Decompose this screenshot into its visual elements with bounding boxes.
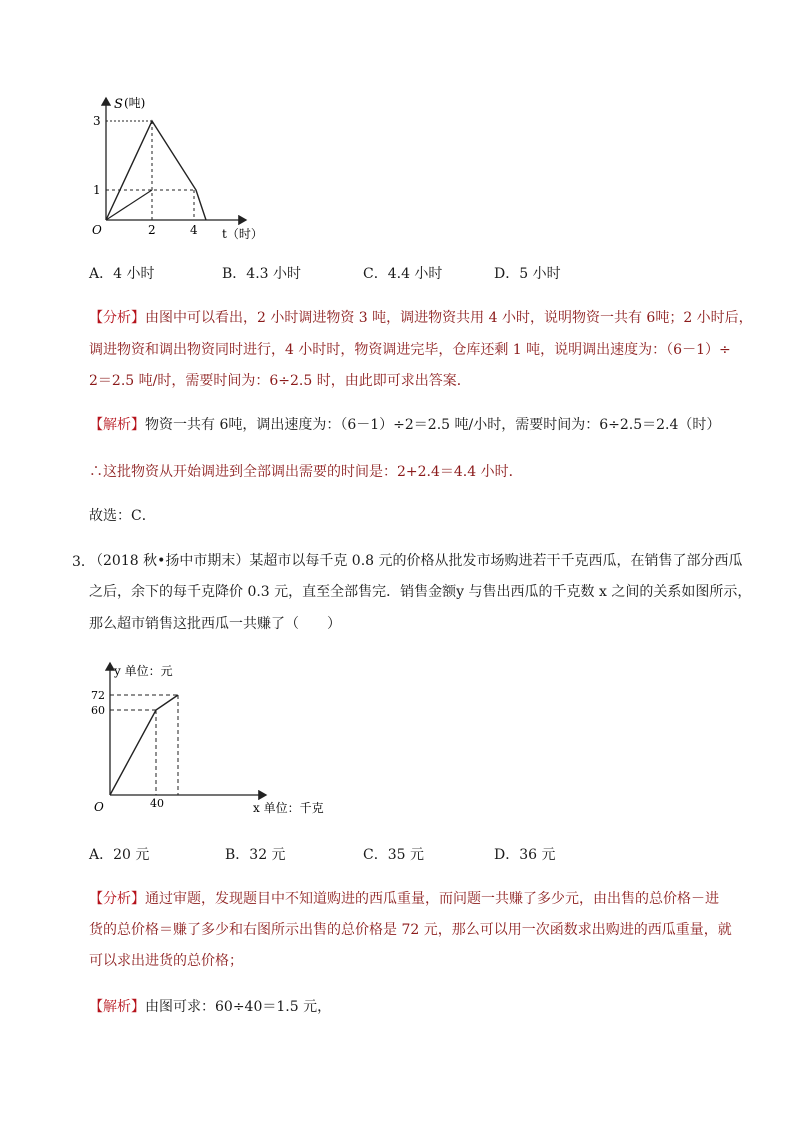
analysis-3-line-2: 货的总价格＝赚了多少和右图所示出售的总价格是 72 元，那么可以用一次函数求出购进的西瓜重量，就 xyxy=(89,922,732,938)
figure-1-graph xyxy=(88,92,278,242)
y-axis-unit: (吨) xyxy=(124,96,146,110)
q2-option-d: D．5 小时 xyxy=(494,266,561,282)
y-tick-1: 1 xyxy=(93,183,101,197)
solution-2-line-2: ∴这批物资从开始调进到全部调出需要的时间是：2+2.4＝4.4 小时． xyxy=(89,464,523,480)
question-3-number: 3． xyxy=(72,554,95,570)
analysis-2-line-1: 【分析】由图中可以看出，2 小时调进物资 3 吨，调进物资共用 4 小时，说明物资一共有 6吨；2 小时后， xyxy=(89,310,753,326)
y-axis-label: y 单位：元 xyxy=(114,664,173,678)
x-tick-2: 2 xyxy=(148,223,156,237)
solution-2-line-3: 故选：C． xyxy=(89,508,156,524)
solution-2-line-1: 【解析】物资一共有 6吨，调出速度为：（6－1）÷2＝2.5 吨/小时，需要时间为：6÷2.5＝2.4（时） xyxy=(89,417,721,433)
question-3-line-3: 那么超市销售这批西瓜一共赚了（ ） xyxy=(89,616,341,632)
solution-3-line-1: 【解析】由图可求：60÷40＝1.5 元， xyxy=(89,999,332,1015)
q3-option-c: C．35 元 xyxy=(363,847,424,863)
q2-option-a: A．4 小时 xyxy=(89,266,155,282)
x-tick-4: 4 xyxy=(190,223,198,237)
x-axis-label: x 单位：千克 xyxy=(253,801,324,815)
figure-2-graph xyxy=(88,657,338,822)
y-tick-3: 3 xyxy=(93,114,101,128)
analysis-3-line-3: 可以求出进货的总价格； xyxy=(89,953,243,969)
question-3-line-2: 之后，余下的每千克降价 0.3 元，直至全部售完．销售金额y 与售出西瓜的千克数 x 之间的关系如图所示， xyxy=(89,584,752,600)
y-axis-label: S xyxy=(114,97,123,112)
analysis-tag: 【分析】 xyxy=(89,891,145,907)
y-tick-72: 72 xyxy=(91,689,105,702)
q3-option-a: A．20 元 xyxy=(89,847,150,863)
question-3-line-1: （2018 秋•扬中市期末）某超市以每千克 0.8 元的价格从批发市场购进若干千克西瓜，在销售了部分西瓜 xyxy=(89,553,743,569)
q3-option-d: D．36 元 xyxy=(494,847,556,863)
analysis-2-line-3: 2＝2.5 吨/时，需要时间为：6÷2.5 时，由此即可求出答案． xyxy=(89,373,471,389)
analysis-tag: 【分析】 xyxy=(89,310,145,326)
y-tick-60: 60 xyxy=(91,704,105,717)
q2-option-c: C．4.4 小时 xyxy=(363,266,443,282)
x-tick-40: 40 xyxy=(150,797,164,810)
analysis-3-line-1: 【分析】通过审题，发现题目中不知道购进的西瓜重量，而问题一共赚了多少元，由出售的总价格－进 xyxy=(89,891,719,907)
solution-tag: 【解析】 xyxy=(89,417,145,433)
origin-label: O xyxy=(94,800,104,814)
inflow-line xyxy=(106,121,206,220)
analysis-2-line-2: 调进物资和调出物资同时进行，4 小时时，物资调进完毕，仓库还剩 1 吨，说明调出速度为：（6－1）÷ xyxy=(89,342,731,358)
x-axis-label: t（时） xyxy=(222,227,263,241)
q3-option-b: B．32 元 xyxy=(225,847,286,863)
solution-tag: 【解析】 xyxy=(89,999,145,1015)
origin-label: O xyxy=(92,223,102,237)
q2-option-b: B．4.3 小时 xyxy=(222,266,302,282)
